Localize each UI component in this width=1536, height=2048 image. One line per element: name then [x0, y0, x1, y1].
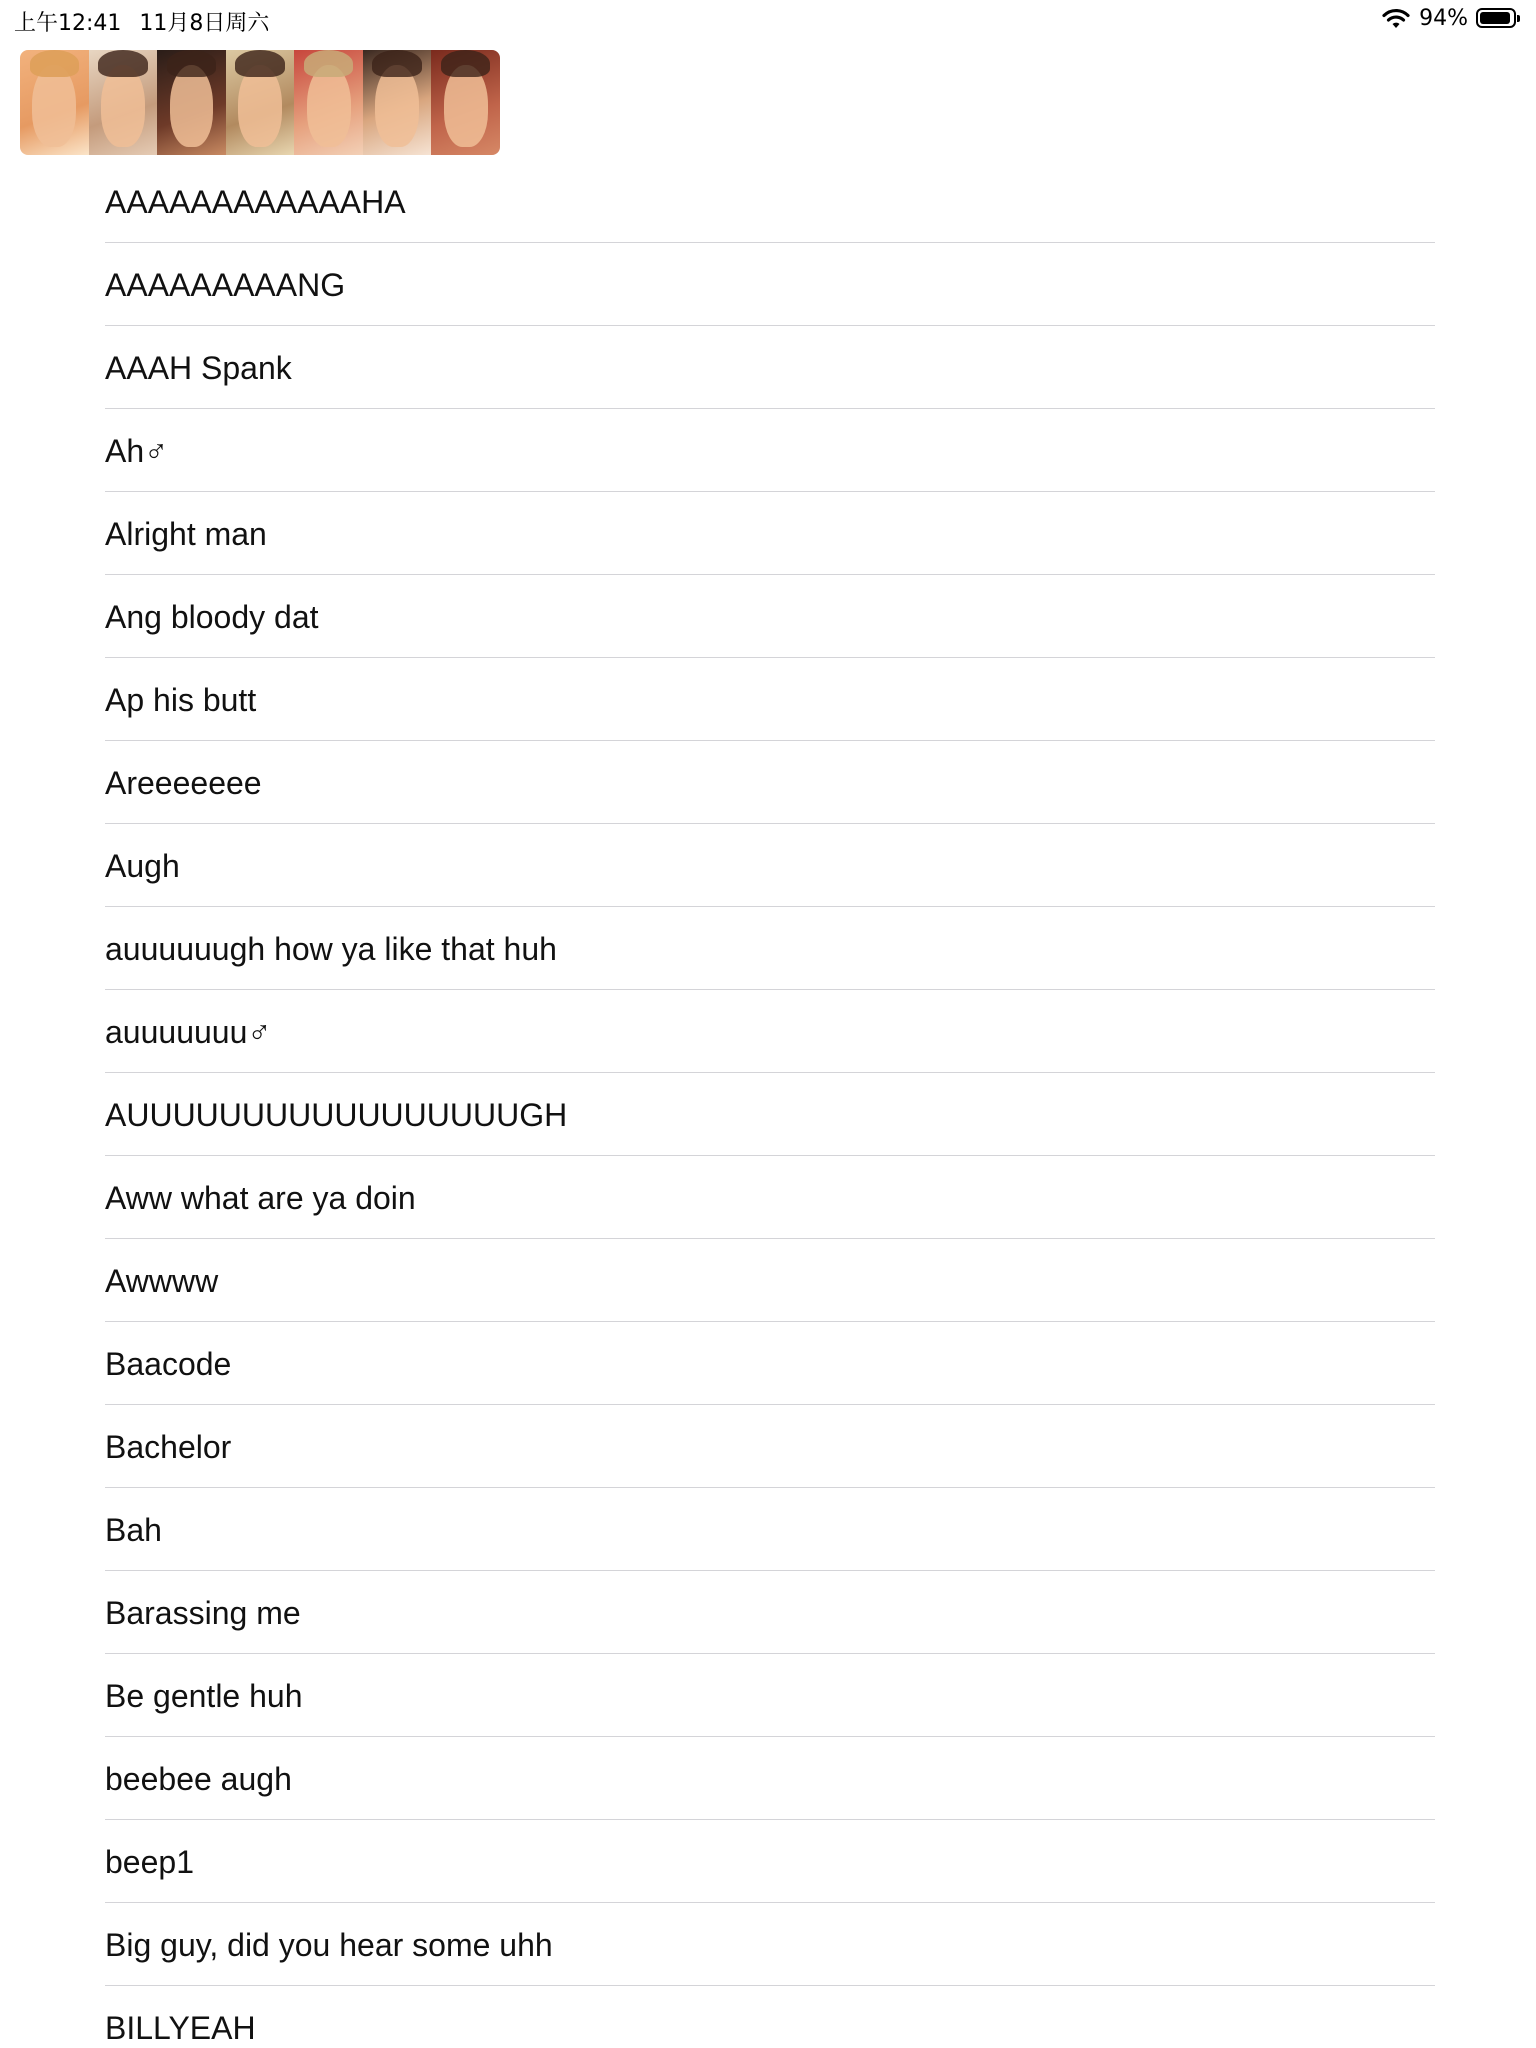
sound-list-item[interactable] [105, 1986, 1435, 2048]
sound-list-item-label: beep1 [105, 1843, 194, 1880]
sound-list-item-label: AAAAAAAAANG [105, 266, 346, 303]
sound-list-item-label: AAAH Spank [105, 349, 292, 386]
sound-list [105, 160, 1435, 2048]
sound-list-item-label: AAAAAAAAAAAAHA [105, 183, 406, 220]
sound-list-item[interactable] [105, 492, 1435, 575]
sound-list-item-label: auuuuuugh how ya like that huh [105, 930, 557, 967]
sound-list-item[interactable] [105, 575, 1435, 658]
sound-list-item[interactable] [105, 1737, 1435, 1820]
sound-list-item[interactable] [105, 1820, 1435, 1903]
sound-list-item-label: Barassing me [105, 1594, 301, 1631]
face-image [431, 50, 500, 155]
sound-list-item[interactable] [105, 1654, 1435, 1737]
sound-list-item[interactable] [105, 1239, 1435, 1322]
sound-list-item[interactable] [105, 1405, 1435, 1488]
sound-list-item-label: Baacode [105, 1345, 232, 1382]
sound-list-item-label: Awwww [105, 1262, 219, 1299]
sound-list-item[interactable] [105, 907, 1435, 990]
face-image [226, 50, 295, 155]
status-datetime [14, 6, 269, 37]
sound-list-item-label: Bachelor [105, 1428, 232, 1465]
faces-banner-image [20, 50, 500, 155]
face-image [294, 50, 363, 155]
sound-list-item[interactable] [105, 1571, 1435, 1654]
sound-list-item-label: Aww what are ya doin [105, 1179, 416, 1216]
sound-list-item[interactable] [105, 990, 1435, 1073]
sound-list-item-label: Ang bloody dat [105, 598, 319, 635]
sound-list-item-label: Ap his butt [105, 681, 257, 718]
sound-list-item-label: Be gentle huh [105, 1677, 303, 1714]
sound-list-item[interactable] [105, 1322, 1435, 1405]
battery-fill [1480, 12, 1510, 24]
battery-icon [1476, 8, 1522, 30]
sound-list-item[interactable] [105, 658, 1435, 741]
sound-list-item-label: AUUUUUUUUUUUUUUUUUGH [105, 1096, 568, 1133]
sound-list-item[interactable] [105, 409, 1435, 492]
face-image [89, 50, 158, 155]
status-time: 上午12:41 [14, 11, 122, 36]
sound-list-item[interactable] [105, 824, 1435, 907]
wifi-icon [1381, 7, 1411, 31]
sound-list-item-label: BILLYEAH [105, 2009, 256, 2046]
sound-list-item[interactable] [105, 741, 1435, 824]
sound-list-item[interactable] [105, 1488, 1435, 1571]
sound-list-item-label: auuuuuuu♂ [105, 1013, 272, 1050]
sound-list-item[interactable] [105, 243, 1435, 326]
face-image [157, 50, 226, 155]
sound-list-item[interactable] [105, 160, 1435, 243]
sound-list-item[interactable] [105, 326, 1435, 409]
status-bar [0, 0, 1536, 40]
sound-list-item[interactable] [105, 1073, 1435, 1156]
battery-percent: 94% [1419, 6, 1468, 31]
sound-list-item-label: beebee augh [105, 1760, 292, 1797]
status-date: 11月8日周六 [139, 11, 270, 36]
sound-list-item-label: Ah♂ [105, 432, 169, 469]
sound-list-item-label: Bah [105, 1511, 162, 1548]
sound-list-item-label: Areeeeeee [105, 764, 262, 801]
face-image [363, 50, 432, 155]
sound-list-item[interactable] [105, 1903, 1435, 1986]
sound-list-item-label: Alright man [105, 515, 267, 552]
face-image [20, 50, 89, 155]
sound-list-item-label: Big guy, did you hear some uhh [105, 1926, 553, 1963]
status-indicators [1381, 6, 1522, 31]
sound-list-item[interactable] [105, 1156, 1435, 1239]
sound-list-item-label: Augh [105, 847, 180, 884]
